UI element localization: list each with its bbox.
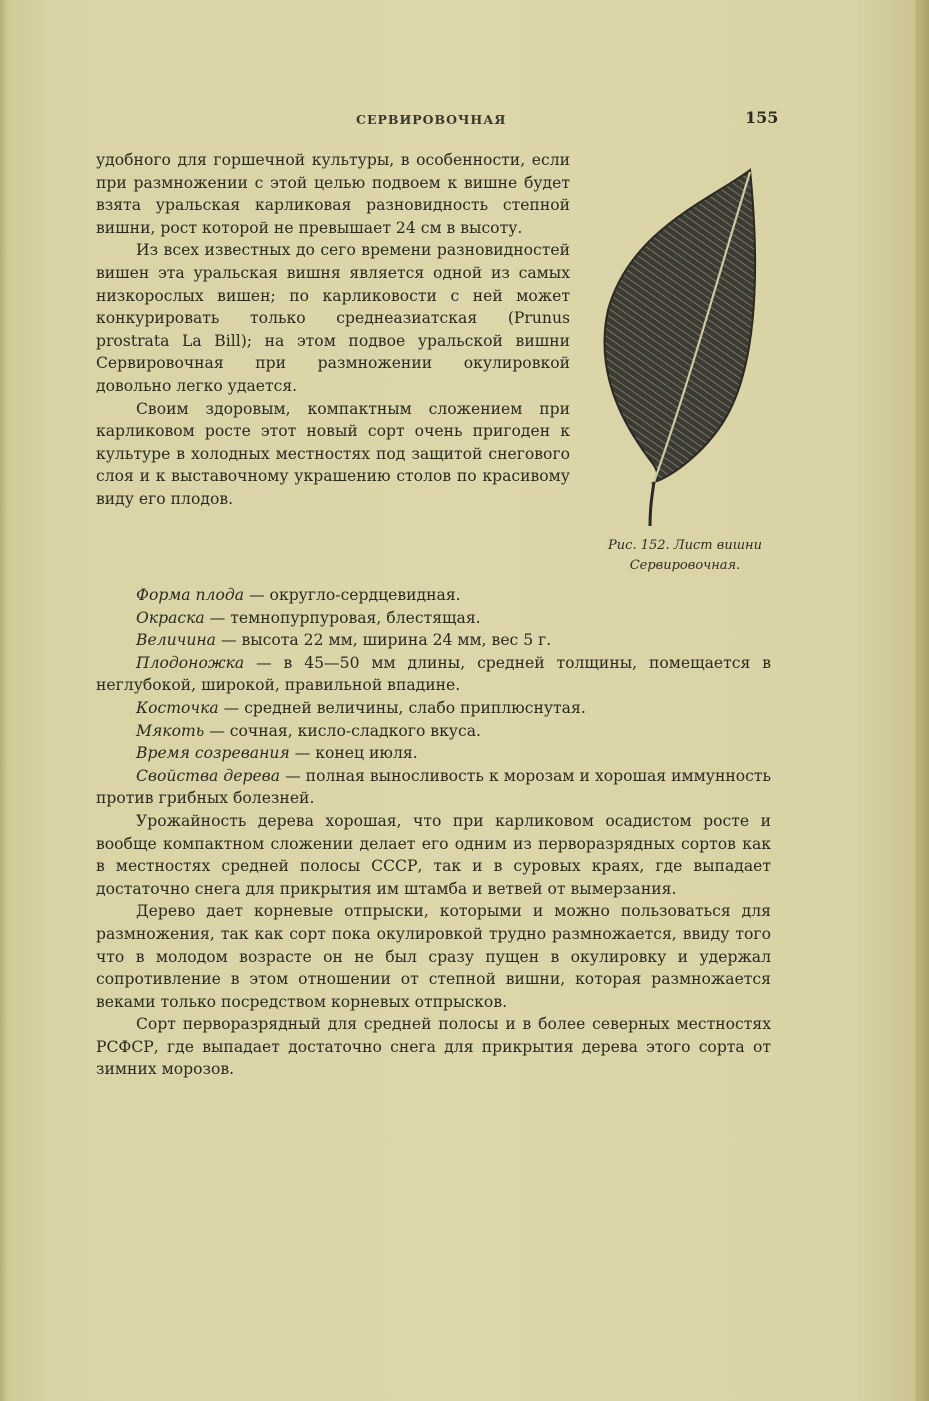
property-term: Плодоножка [136,653,245,672]
paragraph-5: Дерево дает корневые отпрыски, которыми и можно пользоваться для размножения, так как сорт пока окулировкой трудно размножается, ввиду того что в молодом возрасте он не был сразу пущен в окулировку и удержал сопротивление в этом отношении от степной вишни, которая размножается веками только посредством корневых отпрысков. [96,902,771,1011]
cherry-leaf-illustration [590,160,780,540]
property-line [96,629,771,652]
property-value: — в 45—50 мм длины, средней толщины, помещается в неглубокой, широкой, правильной впадине. [96,653,771,695]
property-line [96,652,771,697]
property-value: — средней величины, слабо приплюснутая. [218,698,586,717]
paragraph-6: Сорт перворазрядный для средней полосы и в более северных местностях РСФСР, где выпадает достаточно снега для прикрытия дерева этого сорта от зимних морозов. [96,1015,771,1079]
property-value: — округло-сердцевидная. [244,586,461,604]
paragraph-3: Своим здоровым, компактным сложением при карликовом росте этот новый сорт очень пригоден к культуре в холодных местностях под защитой снегового слоя и к выставочному украшению столов по красивому виду его плодов. [96,399,570,508]
property-line [96,742,771,765]
property-term: Свойства дерева [136,766,281,785]
property-term: Окраска [136,608,205,627]
leaf-stem [650,482,654,526]
running-header-title: СЕРВИРОВОЧНАЯ [356,112,507,127]
property-term: Косточка [136,698,219,717]
paragraph-2: Из всех известных до сего времени разновидностей вишен эта уральская вишня является одной из самых низкорослых вишен; по карликовости с ней может конкурировать только среднеазиатская (Prunus prostrata La Bill); на этом подвое уральской вишни Сервировочная при размножении окулировкой довольно легко удается. [96,241,570,395]
property-term: Мякоть [136,721,205,740]
property-term: Величина [136,631,216,650]
figure-caption [590,536,780,576]
paragraph-1: удобного для горшечной культуры, в особенности, если при размножении с этой целью подвоем к вишне будет взята уральская карликовая разновидность степной вишни, рост которой не превышает 24 см в высоту. [96,151,570,237]
paragraph-4: Урожайность дерева хорошая, что при карликовом осадистом росте и вообще компактном сложении делает его одним из перворазрядных сортов как в местностях средней полосы СССР, так и в суровых краях, где выпадает достаточно снега для прикрытия им штамба и ветвей от вымерзания. [96,811,771,898]
page-left-edge [0,0,8,1401]
property-value: — полная выносливость к морозам и хорошая иммунность против грибных болезней. [96,766,771,808]
text-column-wide [96,584,771,1081]
property-line [96,720,771,743]
page-number: 155 [745,108,779,127]
property-value: — темнопурпуровая, блестящая. [204,608,481,627]
property-value: — высота 22 мм, ширина 24 мм, вес 5 г. [215,631,552,650]
property-term: Время созревания [136,744,290,763]
property-line [96,607,771,630]
property-value: — сочная, кисло-сладкого вкуса. [204,721,481,740]
property-term: Форма плода [136,586,245,604]
leaf-blade [604,170,755,482]
page-right-edge [915,0,929,1401]
property-value: — конец июля. [289,744,418,763]
figure-caption-line-1: Рис. 152. Лист вишни [608,538,762,553]
property-line [96,765,771,810]
figure-caption-line-2: Сервировочная. [629,558,741,573]
property-line [96,697,771,720]
text-column-narrow [96,149,570,511]
property-line [96,584,771,607]
